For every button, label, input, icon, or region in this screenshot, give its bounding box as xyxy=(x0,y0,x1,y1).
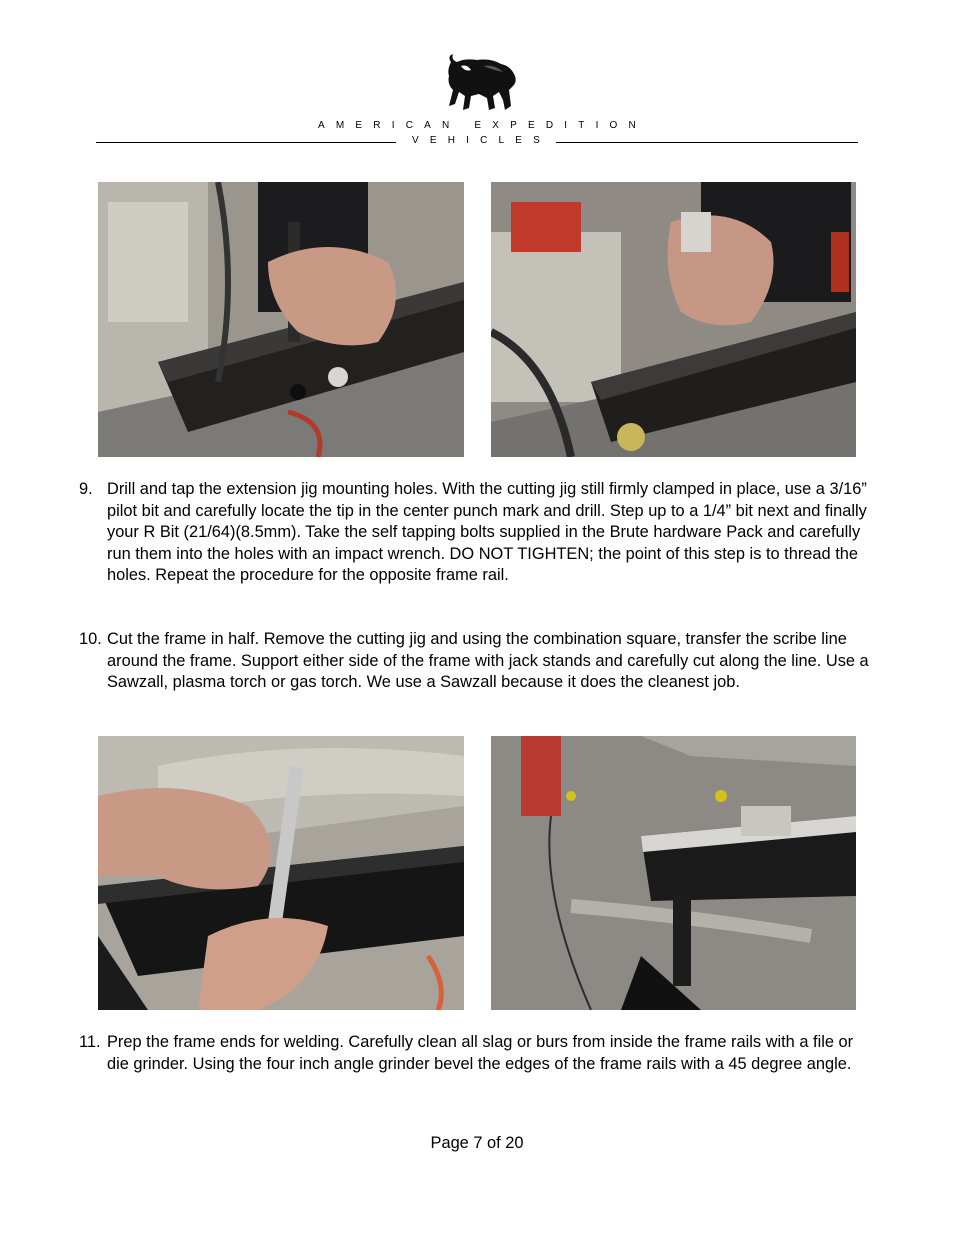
divider-right xyxy=(556,142,858,143)
step-number: 10. xyxy=(79,630,102,648)
brand-name-line2: VEHICLES xyxy=(411,135,552,146)
photo-cut-frame xyxy=(491,736,856,1010)
step-number: 11. xyxy=(79,1033,101,1051)
step-number: 9. xyxy=(79,480,93,498)
brand-name-line1: AMERICAN EXPEDITION xyxy=(318,120,647,131)
photo-scribe-line xyxy=(98,736,464,1010)
step-text: Drill and tap the extension jig mounting holes. With the cutting jig still firmly clamped in place, use a 3/16” pilot bit and carefully locate the tip in the center punch mark and drill. Step up to a 1/4” bit next and finally your R Bit (21/64)(8.5mm). Take the self tapping bolts supplied in the Brute hardware Pack and carefully run them into the holes with an impact wrench. DO NOT TIGHTEN; the point of this step is to thread the holes. Repeat the procedure for the opposite frame rail. xyxy=(107,480,867,584)
step-text: Prep the frame ends for welding. Carefully clean all slag or burs from inside the frame rails with a file or die grinder. Using the four inch angle grinder bevel the edges of the frame rails with a 45 degree angle. xyxy=(107,1033,854,1073)
page-number: Page 7 of 20 xyxy=(430,1134,524,1152)
divider-left xyxy=(96,142,396,143)
photo-drill-jig-right xyxy=(491,182,856,457)
photo-drill-jig-left xyxy=(98,182,464,457)
brand-divider xyxy=(96,134,858,150)
bull-logo-icon xyxy=(443,52,519,112)
step-text: Cut the frame in half. Remove the cutting jig and using the combination square, transfer the scribe line around the frame. Support either side of the frame with jack stands and carefully cut along the line. Use a Sawzall, plasma torch or gas torch. We use a Sawzall because it does the cleanest job. xyxy=(107,630,869,691)
